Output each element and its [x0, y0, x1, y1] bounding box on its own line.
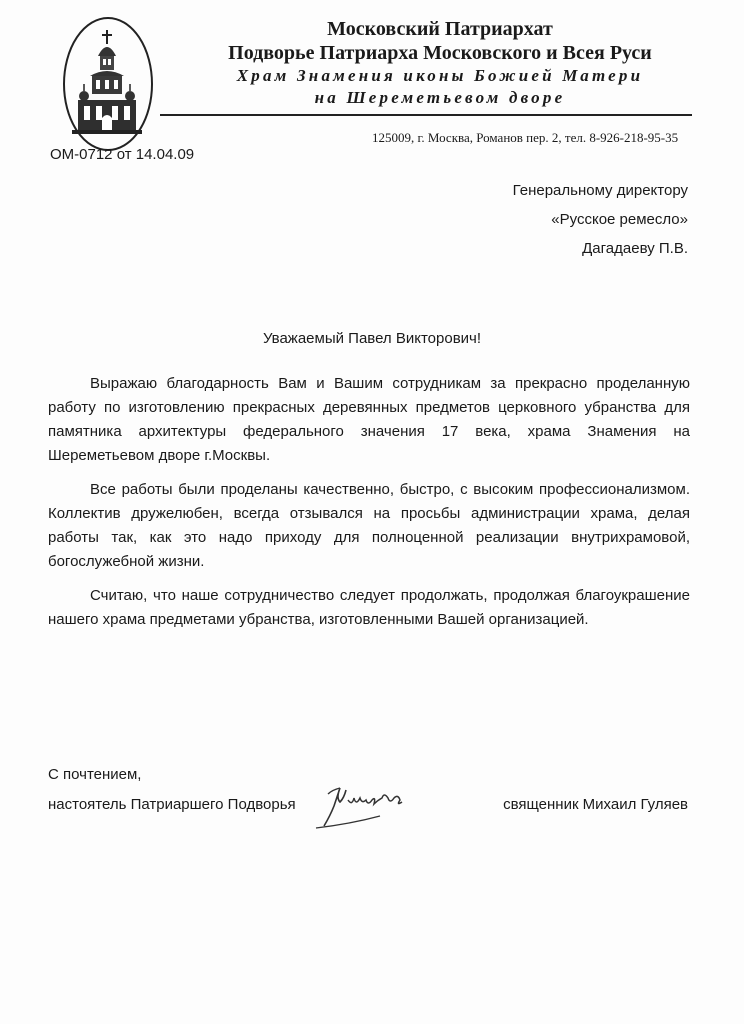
- salutation: Уважаемый Павел Викторович!: [262, 330, 482, 347]
- recipient-line-3: Дагадаеву П.В.: [582, 240, 688, 257]
- signer-name: священник Михаил Гуляев: [503, 796, 688, 813]
- letterhead-line-2: Подворье Патриарха Московского и Всея Руси: [228, 42, 652, 64]
- letterhead-line-3: Храм Знамения иконы Божией Матери: [236, 66, 644, 85]
- closing-title: настоятель Патриаршего Подворья: [48, 796, 296, 813]
- recipient-line-2: «Русское ремесло»: [551, 211, 688, 228]
- letterhead-line-4: на Шереметьевом дворе: [314, 88, 566, 107]
- handwritten-signature: [310, 776, 420, 832]
- letterhead-divider: [160, 114, 692, 116]
- letterhead-address: 125009, г. Москва, Романов пер. 2, тел. 8-926-218-95-35: [372, 130, 679, 145]
- body-paragraph-2: Все работы были проделаны качественно, быстро, с высоким профессионализмом. Коллектив дружелюбен, всегда отзывался на просьбы администрации храма, делая работы так, как это надо приходу для полноценной реализации внутрихрамовой, богослужебной жизни.: [48, 481, 690, 570]
- closing-regards: С почтением,: [48, 766, 142, 783]
- church-emblem-icon: [60, 14, 156, 154]
- body-paragraph-3: Считаю, что наше сотрудничество следует продолжать, продолжая благоукрашение нашего храма предметами убранства, изготовленными Вашей организацией.: [48, 587, 690, 628]
- body-paragraph-1: Выражаю благодарность Вам и Вашим сотрудникам за прекрасно проделанную работу по изготовлению прекрасных деревянных предметов церковного убранства для памятника архитектуры федерального значения 17 века, храма Знамения на Шереметьевом дворе г.Москвы.: [48, 375, 690, 464]
- document-number: ОМ-0712 от 14.04.09: [50, 146, 195, 163]
- letter-body: [48, 372, 690, 642]
- recipient-block: [513, 176, 688, 263]
- recipient-line-1: Генеральному директору: [512, 182, 688, 199]
- letterhead-line-1: Московский Патриархат: [327, 18, 553, 40]
